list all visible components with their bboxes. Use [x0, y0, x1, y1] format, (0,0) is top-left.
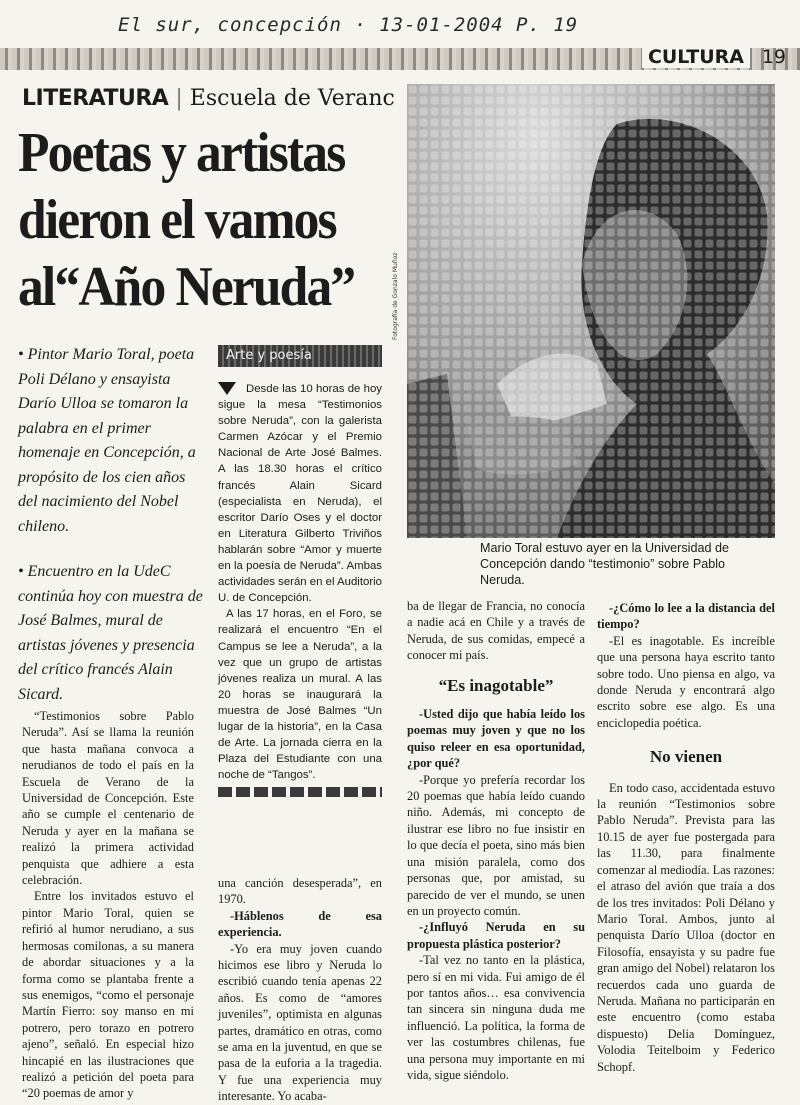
interview-answer: -Yo era muy joven cuando hicimos ese libro y Neruda lo escribió cuando tenía apenas 22 años. Es como de “amores juveniles”, optimista en algunas partes, dramático en otras, como se ama en la juventud, en que se pasa de la euforia a la tragedia. Y fue una experiencia muy interesante. Yo acaba-	[218, 941, 382, 1104]
interview-question: -Usted dijo que había leído los poemas muy joven y que no los quiso releer en esa oportunidad, ¿por qué?	[407, 707, 585, 771]
kicker-category: LITERATURA	[22, 86, 169, 111]
body-column-3	[407, 598, 585, 1083]
interview-question: -¿Influyó Neruda en su propuesta plástica posterior?	[407, 920, 585, 951]
sidebar-footer-bar	[218, 787, 382, 797]
photo-caption: Mario Toral estuvo ayer en la Universidad de Concepción dando “testimonio” sobre Pablo Neruda.	[480, 541, 729, 587]
body-column-1	[22, 708, 194, 1102]
interview-question: -Háblenos de esa experiencia.	[218, 908, 382, 940]
sidebar-box	[218, 345, 382, 865]
interview-answer: -Porque yo prefería recordar los 20 poemas que había leído cuando niño. Además, mi concepto de ilustrar ese libro no fue insistir en lo que decía el poeta, sino más bien una misión paralela, como dos personas que, por amistad, su parecido de ver el mundo, se unen en un proyecto común.	[407, 772, 585, 918]
page-number: 19	[761, 46, 786, 68]
interview-answer: -El es inagotable. Es increíble que una persona haya escrito tanto sobre todo. Uno piensa en algo, va donde Neruda y encontrará algo escrito sobre ese algo. Es una enciclopedia poética.	[597, 633, 775, 730]
kicker	[22, 86, 395, 111]
body-paragraph: ba de llegar de Francia, no conocía a nadie acá en Chile y a través de Neruda, de sus comidas, empecé a conocer mi país.	[407, 599, 585, 663]
body-paragraph: “Testimonios sobre Pablo Neruda”. Así se llama la reunión que hasta mañana convoca a nerudianos de todo el país en la Escuela de Verano de la Universidad de Concepción. Este año se cumple el centenario de Neruda y ayer en la mañana se realizó la primera actividad penquista que adhiere a esta celebración.	[22, 709, 194, 888]
headline: Poetas y artistas dieron el vamos al“Año Neruda”	[18, 122, 355, 318]
subheading-no-vienen: No vienen	[649, 747, 723, 767]
body-column-2	[218, 875, 382, 1105]
triangle-marker-icon	[218, 382, 236, 395]
photo-image	[407, 84, 775, 538]
lede-paragraph-2: • Encuentro en la UdeC continúa hoy con muestra de José Balmes, mural de artistas jóvenes y presencia del crítico francés Alain Sicard.	[18, 563, 203, 703]
lede-paragraph-1: • Pintor Mario Toral, poeta Poli Délano y ensayista Darío Ulloa se tomaron la palabra en el primer homenaje en Concepción, a propósito de los cien años del nacimiento del Nobel chileno.	[18, 346, 196, 535]
interview-answer: -Tal vez no tanto en la plástica, pero sí en mi vida. Fui amigo de él por tantos años… esa convivencia tan sincera sin ninguna duda me influenció. La política, la forma de ver las costumbres chilenas, fue una persona muy importante en mi vida, sigue siéndolo.	[407, 953, 585, 1082]
sidebar-title: Arte y poesía	[218, 345, 382, 367]
interview-question: -¿Cómo lo lee a la distancia del tiempo?	[597, 601, 775, 632]
subheading-inagotable: “Es inagotable”	[438, 675, 554, 695]
body-paragraph: Entre los invitados estuvo el pintor Mario Toral, quien se refirió al humor nerudiano, a sus hermosas comilonas, a su manera de abordar situaciones y a la forma como se plantaba frente a sus enemigos, “como el personaje Martín Fierro: soy manso en mi potrero, pero torazo en potrero ajeno”, señaló. En especial hizo hincapié en las ilustraciones que realizó a petición del poeta para “20 poemas de amor y	[22, 889, 194, 1101]
sidebar-text	[218, 381, 382, 783]
photo-credit: Fotografía de Gonzalo Muñoz	[392, 252, 399, 340]
sidebar-paragraph: Desde las 10 horas de hoy sigue la mesa “Testimonios sobre Neruda”, con la galerista Carmen Azócar y el Premio Nacional de Arte José Balmes. A las 18.30 horas el crítico francés Alain Sicard (especialista en Neruda), el escritor Darío Oses y el doctor en Literatura Gilberto Triviños hablarán sobre “Amor y muerte en la poesía de Neruda”. Ambas actividades serán en el Auditorio U. de Concepción.	[218, 383, 383, 605]
body-paragraph: una canción desesperada”, en 1970.	[218, 876, 382, 907]
kicker-topic: Escuela de Veranc	[189, 86, 395, 111]
handwritten-clipping-note: El sur, concepción · 13-01-2004 P. 19	[118, 14, 579, 36]
body-column-4	[597, 600, 775, 1075]
portrait-photo	[407, 84, 775, 538]
sidebar-paragraph: A las 17 horas, en el Foro, se realizará el encuentro “En el Campus se lee a Neruda”, a la vez que un grupo de artistas jóvenes realiza un mural. A las 20 horas se inaugurará la muestra de José Balmes “Un lugar de la historia”, en la Casa de Arte. La jornada cierra en la Plaza del Estudiante con una noche de “Tangos”.	[218, 608, 382, 782]
body-paragraph: En todo caso, accidentada estuvo la reunión “Testimonios sobre Pablo Neruda”. Prevista para las 10.15 de ayer fue postergada para las 11.30, para finalmente comenzar al mediodía. Las razones: el atraso del avión que traía a dos de los tres invitados: Poli Délano y Mario Toral. Ambos, junto al penquista Darío Ulloa (doctor en Filosofía, ensayista y su padre fue gran amigo del Nobel) relataron los recuerdos cada uno guarda de Neruda. Mañana no participarán en este encuentro (como estaba dispuesto) Delia Domínguez, Volodia Teitelboim y Federico Schopf.	[597, 780, 775, 1074]
section-label: CULTURA	[642, 46, 750, 68]
kicker-separator: |	[175, 86, 183, 111]
